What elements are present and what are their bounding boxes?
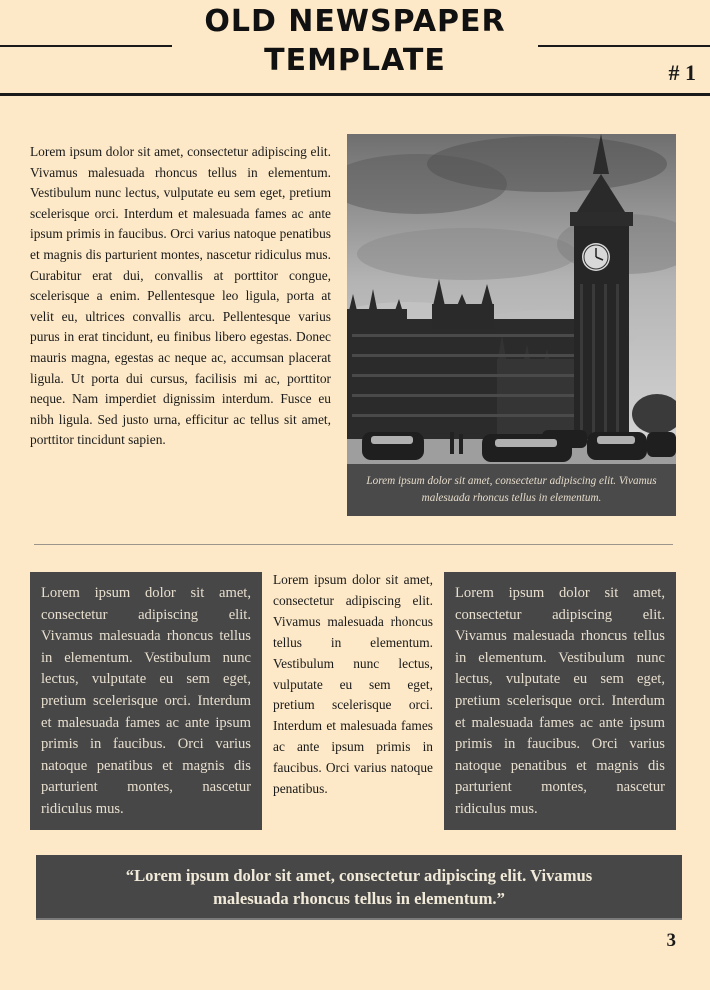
big-ben-photo [347,134,676,464]
header-rule-right [538,45,710,47]
column-middle-text: Lorem ipsum dolor sit amet, consectetur adipiscing elit. Vivamus malesuada rhoncus tellus in elementum. Vestibulum nunc lectus, vulputate eu sem eget, pretium scelerisque orci. Interdum et malesuada fames ac ante ipsum primis in faucibus. Orci varius natoque penatibus. [273,572,433,797]
pull-quote-line-1: “Lorem ipsum dolor sit amet, consectetur adipiscing elit. Vivamus [125,866,593,885]
big-ben-illustration [347,134,676,464]
pull-quote-underline [36,918,682,920]
column-right-box: Lorem ipsum dolor sit amet, consectetur adipiscing elit. Vivamus malesuada rhoncus tellus in elementum. Vestibulum nunc lectus, vulputate eu sem eget, pretium scelerisque orci. Interdum et malesuada fames ac ante ipsum primis in faucibus. Orci varius natoque penatibus et magnis dis parturient montes, nascetur ridiculus mus. [444,572,676,830]
photo-caption: Lorem ipsum dolor sit amet, consectetur adipiscing elit. Vivamus malesuada rhoncus tellus in elementum. [347,464,676,516]
issue-number: # 1 [668,60,696,85]
page-title [0,2,710,80]
title-line-1: OLD NEWSPAPER [204,4,506,39]
header-rule-left [0,45,172,47]
column-left-box: Lorem ipsum dolor sit amet, consectetur adipiscing elit. Vivamus malesuada rhoncus tellus in elementum. Vestibulum nunc lectus, vulputate eu sem eget, pretium scelerisque orci. Interdum et malesuada fames ac ante ipsum primis in faucibus. Orci varius natoque penatibus et magnis dis parturient montes, nascetur ridiculus mus. [30,572,262,830]
page-number: 3 [666,930,676,951]
section-divider [34,544,673,545]
pull-quote [36,855,682,918]
article-body: Lorem ipsum dolor sit amet, consectetur adipiscing elit. Vivamus malesuada rhoncus tellus in elementum. Vestibulum nunc lectus, vulputate eu sem eget, pretium scelerisque orci. Interdum et malesuada fames ac ante ipsum primis in faucibus. Orci varius natoque penatibus et magnis dis parturient montes, nascetur ridiculus mus. Curabitur erat dui, convallis at porttitor congue, scelerisque a enim. Pellentesque leo ligula, porta at velit eu, ultrices convallis arcu. Pellentesque varius purus in erat tincidunt, eu finibus libero egestas. Donec mauris magna, egestas ac neque ac, accumsan placerat ligula. Ut porta dui cursus, facilisis mi ac, porttitor neque. Nam imperdiet dignissim interdum. Fusce eu nibh ligula. Sed justo urna, efficitur ac tellus sit amet, porttitor tincidunt sapien. [30,144,331,448]
header-rule-bottom [0,93,710,96]
title-line-2: TEMPLATE [264,43,446,78]
pull-quote-line-2: malesuada rhoncus tellus in elementum.” [213,889,505,908]
